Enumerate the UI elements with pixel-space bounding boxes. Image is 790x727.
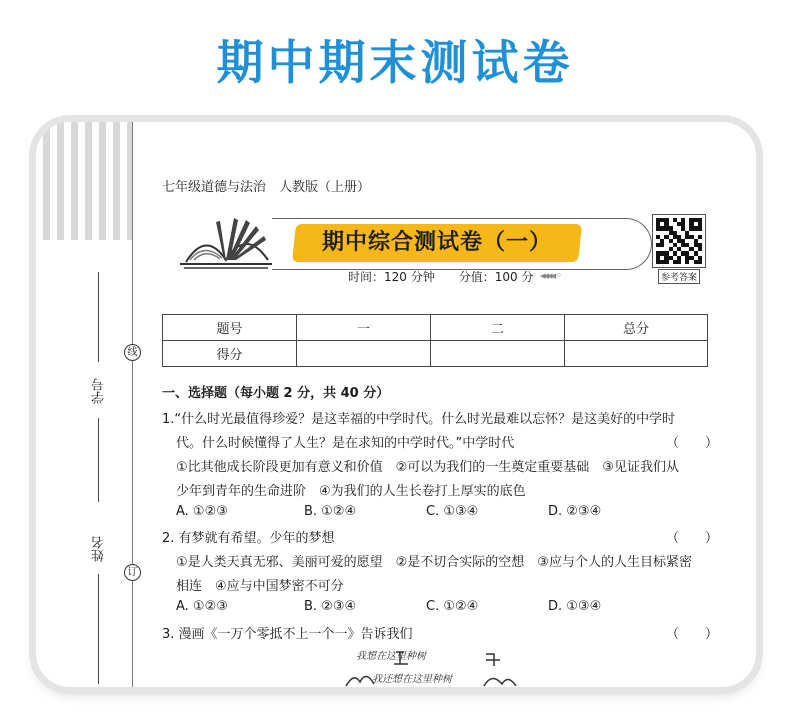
seal-bind-mark: 订 [124,564,141,581]
table-header-cell: 题号 [163,315,297,341]
score-cell[interactable] [297,341,431,367]
paper-title: 期中综合测试卷（一） [321,230,552,255]
table-row [163,315,708,341]
student-id-rule [98,272,99,362]
banner-title: 期中期末测试卷 [216,36,574,91]
name-label: 姓名 [92,536,107,562]
table-header-cell: 二 [431,315,565,341]
option-d[interactable]: D. ②③④ [548,504,602,519]
qr-code[interactable] [652,214,706,268]
table-row-label: 得分 [163,341,297,367]
section-title: 一、选择题（每小题 2 分，共 40 分） [162,386,390,401]
question-1-line-2: 代。什么时候懂得了人生？是在求知的中学时代。”中学时代 [176,436,515,451]
score-cell[interactable] [431,341,565,367]
option-d[interactable]: D. ①③④ [548,599,602,614]
table-row [163,341,708,367]
exam-paper-card [36,122,756,687]
option-c[interactable]: C. ①③④ [426,504,479,519]
answer-paren[interactable]: （ ） [666,627,719,642]
option-a[interactable]: A. ①②③ [176,504,228,519]
option-b[interactable]: B. ②③④ [304,599,357,614]
open-book-icon [176,210,276,272]
option-c[interactable]: C. ①②④ [426,599,479,614]
cartoon-caption: 我想在这里种树 [356,651,426,662]
arrow-decoration-icon: ◂◂◂◂ ◦ [540,269,561,282]
qr-caption: 参考答案 [658,269,700,284]
table-header-cell: 一 [297,315,431,341]
seal-line-mark: 线 [124,344,141,361]
question-2-line-2: ①是人类天真无邪、美丽可爱的愿望 ②是不切合实际的空想 ③应与个人的人生目标紧密 [176,555,692,570]
cartoon-caption: 我还想在这里种树 [372,674,452,685]
answer-paren[interactable]: （ ） [666,436,719,451]
paper-header: 七年级道德与法治 人教版（上册） [162,180,371,195]
option-a[interactable]: A. ①②③ [176,599,228,614]
time-score-info: 时间：120 分钟 分值：100 分 [348,270,534,284]
question-1-line-4: 少年到青年的生命进阶 ④为我们的人生长卷打上厚实的底色 [176,484,526,499]
question-2-line-3: 相连 ④应与中国梦密不可分 [176,579,344,594]
answer-paren[interactable]: （ ） [666,531,719,546]
option-b[interactable]: B. ①②④ [304,504,357,519]
cartoon-sketch-icon [336,642,526,687]
table-header-cell: 总分 [565,315,708,341]
decorative-stripes [36,122,132,240]
score-table [162,314,708,367]
question-1-line-1: 1.“什么时光最值得珍爱？是这幸福的中学时代。什么时光最难以忘怀？是这美好的中学时 [162,412,676,427]
binding-line [132,122,133,687]
score-cell[interactable] [565,341,708,367]
student-id-label: 学号 [92,378,107,404]
qr-pattern-icon [656,218,702,264]
question-2-line-1: 2. 有梦就有希望。少年的梦想 [162,531,335,546]
student-id-rule-lower [98,418,99,502]
question-3-line-1: 3. 漫画《一万个零抵不上一个一》告诉我们 [162,627,413,642]
name-rule [98,574,99,684]
question-1-line-3: ①比其他成长阶段更加有意义和价值 ②可以为我们的一生奠定重要基础 ③见证我们从 [176,460,679,475]
